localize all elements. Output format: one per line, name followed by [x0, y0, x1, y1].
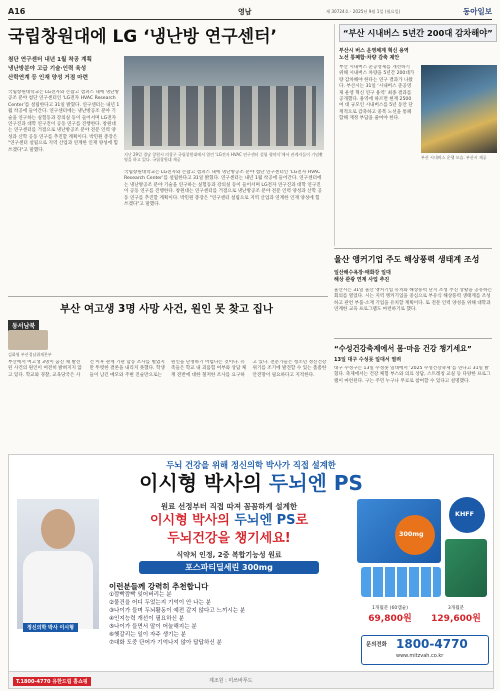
issue-meta: 제 30724호 · 2025년 9월 1일 (월요일)	[326, 9, 401, 14]
story2-caption: 부산 시내버스 운행 모습. 부산시 제공	[421, 155, 487, 160]
footer-left: T.1800-4770 유한드림 홈쇼핑	[13, 677, 91, 686]
masthead-rule	[8, 19, 492, 20]
story1-lead: 첨단 연구센터 내년 1월 착공 계획 냉난방분야 고급 기술·인력 육성 산학연계 등 인재 양성 거점 마련	[8, 57, 92, 81]
price-1	[361, 605, 419, 624]
story1-body-cols: 국립창원대학교는 LG전자와 손잡고 캠퍼스 내에 냉난방공조 분야 첨단 연구센터인 ‘LG전자 HVAC Research Center’를 설립한다고 31일 밝혔다. 연구센터는 내년 1월 착공에 들어간다. 연구센터에는 냉난방공조 분야 기술을 연구하는 실험동과 강의실 등이 들어서며 LG전자 연구진과 대학 연구진이 공동 연구를 진행한다. 창원대는 연구센터를 거점으로 냉난방공조 분야 전문 인력 양성과 산학 공동 연구를 추진할 계획이다. 박민원 총장은 "연구센터 설립으로 지역 산업과 연계한 인재 양성에 힘쓰겠다"고 말했다.	[124, 170, 322, 208]
checklist	[109, 591, 349, 647]
columnist-byline: 김화영 부산경남취재본부	[8, 352, 52, 357]
story3-headline: 울산 앵커기업 주도 해상풍력 생태계 조성	[334, 255, 480, 264]
story5-headline: “수성건강축제에서 몸·마음 건강 챙기세요”	[334, 344, 472, 353]
checklist-title: 이런분들께 강력히 추천합니다	[109, 582, 209, 591]
ad-url[interactable]: www.mitzvah.co.kr	[396, 653, 444, 659]
ad-block	[8, 454, 494, 689]
ad-title-prefix: 이시형 박사의	[139, 471, 269, 495]
khff-badge	[449, 497, 485, 533]
masthead	[8, 4, 492, 18]
story2-photo	[421, 65, 497, 153]
story1-caption: 지난 29일 경남 창원시 의창구 국립창원대에서 열린 ‘LG전자 HVAC 연구센터 설립 협약식’에서 관계자들이 기념촬영을 하고 있다. 국립창원대 제공	[124, 152, 323, 163]
divider	[334, 338, 492, 339]
story3-body: 울산시는 31일 울산 앵커기업 유치와 해상풍력 단지 조성 추진 상황을 공유하는 회의를 열었다. 시는 지역 앵커기업을 중심으로 부유식 해상풍력 생태계를 조성하고 관련 부품·소재 기업을 유치할 계획이다. 또 전문 인력 양성을 위해 대학과 연계한 교육 프로그램도 마련하기로 했다.	[334, 288, 492, 313]
story1-headline: 국립창원대에 LG ‘냉난방 연구센터’	[8, 27, 277, 47]
ad-sub2-b: 두뇌엔 PS	[234, 513, 296, 528]
doctor-coat	[23, 551, 93, 629]
khff-label: KHFF	[455, 510, 475, 518]
paper-logo: 동아일보	[463, 7, 492, 16]
story2-body: 부산 시내버스 준공영제를 개선하기 위해 시내버스 차량을 5년간 200대가량 감차해야 한다는 연구 결과가 나왔다. 부산시는 31일 ‘시내버스 준공영제 운영 혁신 연구 용역’ 최종 결과를 공개했다. 용역에 따르면 현재 2500여 대 규모인 시내버스를 5년 동안 단계적으로 감축하고 중복 노선을 통폐합해 재정 부담을 줄여야 한다.	[339, 65, 415, 122]
story5-body: 대구 수성구는 13일 수성못 일대에서 ‘2025 수성건강축제’를 연다고 31일 밝혔다. 축제에서는 건강 체험 부스와 의료 상담, 스트레칭 교실 등 다양한 프로그램이 마련된다. 구는 주민 누구나 무료로 참여할 수 있다고 설명했다.	[334, 366, 491, 384]
ad-sub2-a: 이시형 박사의	[149, 513, 235, 528]
price1-value: 69,800원	[368, 614, 412, 624]
ad-photo	[17, 499, 99, 629]
checklist-item: ③나이가 들며 두뇌활동이 예전 같지 않다고 느끼시는 분	[109, 608, 246, 614]
ad-sub2	[109, 513, 349, 529]
phone-label: 문의전화	[366, 642, 387, 648]
ad-footer	[9, 671, 493, 689]
capsule-label: 300mg	[399, 530, 424, 538]
ad-sub1: 원료 선정부터 직접 따져 꼼꼼하게 설계한	[160, 502, 298, 511]
story4-body: 부산에서 여고생 3명이 숨진 채 발견된 사건의 원인이 여전히 밝혀지지 않고 있다. 학교와 경찰, 교육당국은 사건 이후 관계 기관 합동 조사를 벌였지만 뚜렷한 결론을 내리지 못했다. 학생들이 남긴 메모와 주변 진술만으로는 원인을 단정하기 어렵다는 것이다. 유족들은 학교 내 괴롭힘 여부와 상담 체계 전반에 대한 철저한 조사를 요구하고 있다. 전문가들은 청소년 정신건강 위기를 조기에 발견할 수 있는 촘촘한 안전망이 필요하다고 지적한다.	[8, 360, 327, 378]
divider	[334, 248, 492, 249]
story2-box	[334, 24, 497, 246]
photo-figures	[132, 86, 316, 146]
columnist-photo	[8, 330, 48, 350]
story2-headline: “부산 시내버스 5년간 200대 감차해야”	[339, 24, 497, 42]
footer-mid: 제조원 : 미쓰바푸드	[209, 678, 253, 684]
story1-photo	[124, 56, 324, 150]
product-box-2	[445, 539, 487, 597]
section-name: 영남	[238, 8, 252, 16]
ad-title-brand: 두뇌엔 PS	[268, 471, 363, 495]
phone-number[interactable]: 1800-4770	[396, 637, 468, 651]
ad-banner: 포스파티딜세린 300mg	[139, 561, 319, 574]
ad-title	[19, 471, 483, 495]
checklist-item: ②물건을 어디 두었는지 기억이 안 나는 분	[109, 600, 212, 606]
divider	[8, 296, 328, 297]
ad-sub2-c: 로	[295, 513, 309, 528]
story4-headline: 부산 여고생 3명 사망 사건, 원인 못 찾고 집나	[60, 303, 273, 315]
checklist-item: ⑥헷갈리는 일이 자주 생기는 분	[109, 632, 186, 638]
ad-kicker: 두뇌 건강을 위해 정신의학 박사가 직접 설계한	[166, 460, 336, 470]
price1-label: 1개월분 (60캡슐)	[371, 606, 408, 611]
column-tag: 동서남북	[8, 320, 39, 331]
story5-lead: 13일 대구 수성못 일대서 열려	[334, 357, 402, 363]
doctor-head	[41, 509, 75, 549]
story2-lead: 부산시 버스 운영체계 혁신 용역 노선 통폐합·차량 감축 제안	[339, 48, 409, 61]
doctor-label: 정신의학 박사 이시형	[23, 623, 78, 632]
price-2	[425, 605, 487, 624]
ad-sub3: 두뇌건강을 챙기세요!	[167, 531, 291, 546]
checklist-item: ⑦대화 도중 단어가 기억나지 않아 답답하신 분	[109, 640, 222, 646]
checklist-item: ⑤나이가 들면서 말이 어눌해지는 분	[109, 624, 197, 630]
capsule-icon	[395, 515, 435, 555]
ad-sub4: 식약처 인정, 2중 복합기능성 원료	[176, 551, 282, 559]
phone-box	[361, 635, 489, 665]
checklist-item: ①깜빡깜빡 잊어버리는 분	[109, 592, 172, 598]
page-number: A16	[8, 7, 26, 16]
story3-lead: 일산해수욕장·태화강 일대 해상 관광 연계 사업 추진	[334, 270, 391, 283]
checklist-item: ④인지능력 개선이 필요하신 분	[109, 616, 185, 622]
story1-body: 국립창원대학교는 LG전자와 손잡고 캠퍼스 내에 냉난방공조 분야 첨단 연구센터인 ‘LG전자 HVAC Research Center’를 설립한다고 31일 밝혔다. 연구센터는 내년 1월 착공에 들어간다. 연구센터에는 냉난방공조 분야 기술을 연구하는 실험동과 강의실 등이 들어서며 LG전자 연구진과 대학 연구진이 공동 연구를 진행한다. 창원대는 연구센터를 거점으로 냉난방공조 분야 전문 인력 양성과 산학 공동 연구를 추진할 계획이다. 박민원 총장은 "연구센터 설립으로 지역 산업과 연계한 인재 양성에 힘쓰겠다"고 말했다.	[8, 90, 120, 153]
price2-value: 129,600원	[431, 614, 481, 624]
price2-label: 3개월분	[447, 606, 465, 611]
product-strip	[361, 567, 441, 597]
